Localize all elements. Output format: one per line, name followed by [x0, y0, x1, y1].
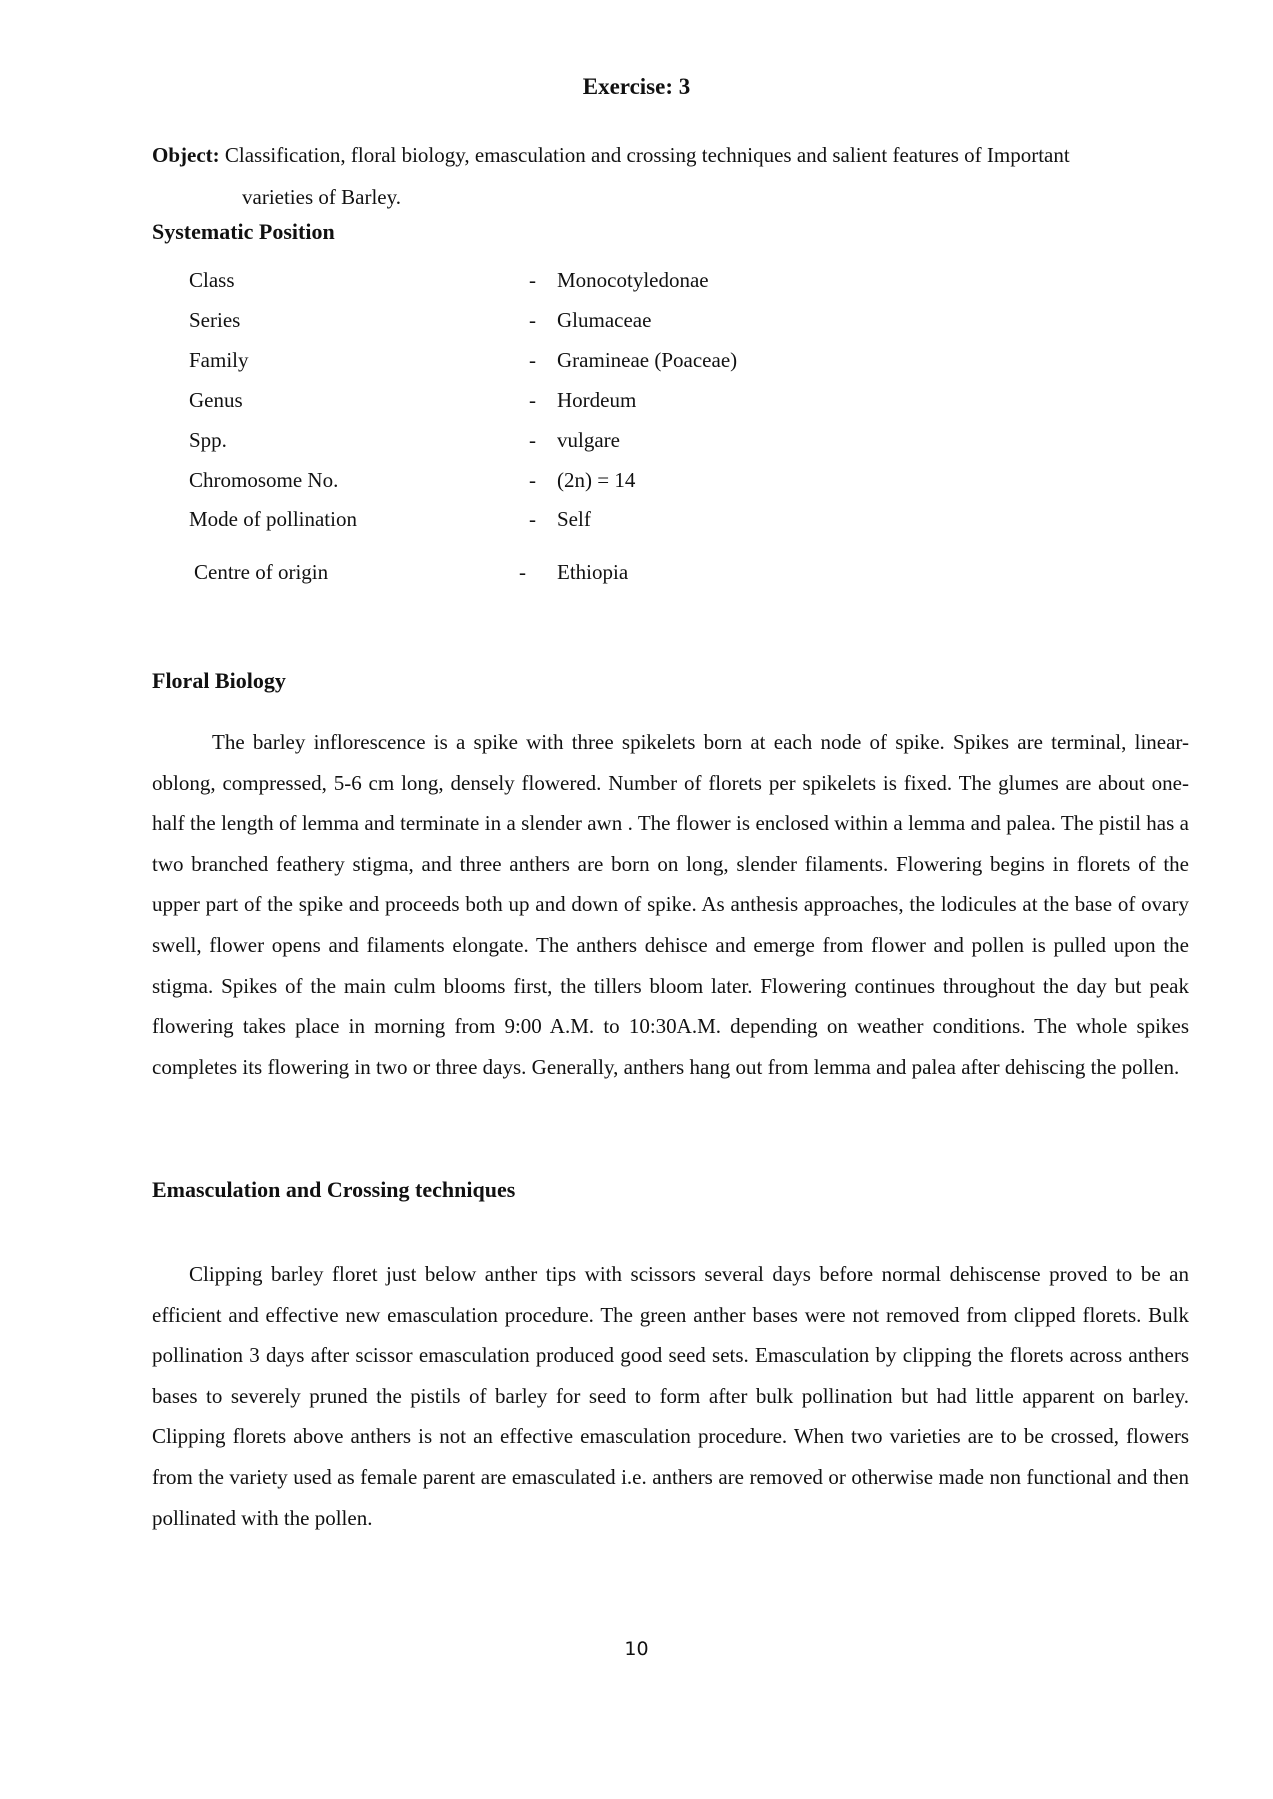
taxonomy-row-series — [189, 308, 889, 338]
taxonomy-key: Class — [189, 268, 235, 292]
taxonomy-dash: - — [529, 268, 536, 292]
taxonomy-row-genus — [189, 388, 889, 418]
object-text-line1: Classification, floral biology, emasculation and crossing techniques and salient features of Important — [219, 143, 1070, 167]
taxonomy-dash: - — [529, 468, 536, 492]
taxonomy-dash: - — [529, 428, 536, 452]
floral-biology-heading: Floral Biology — [152, 668, 286, 693]
taxonomy-value: Glumaceae — [557, 308, 652, 332]
page-title: Exercise: 3 — [582, 74, 691, 99]
taxonomy-value: Gramineae (Poaceae) — [557, 348, 738, 372]
taxonomy-value: Monocotyledonae — [557, 268, 709, 292]
taxonomy-value: (2n) = 14 — [557, 468, 636, 492]
object-statement — [152, 134, 1162, 218]
object-label: Object: — [152, 143, 220, 167]
taxonomy-row-pollination — [189, 507, 889, 537]
taxonomy-value: Hordeum — [557, 388, 637, 412]
taxonomy-key: Family — [189, 348, 249, 372]
emasculation-heading: Emasculation and Crossing techniques — [152, 1177, 516, 1202]
taxonomy-dash: - — [529, 308, 536, 332]
taxonomy-dash: - — [519, 560, 526, 584]
taxonomy-row-family — [189, 348, 889, 378]
taxonomy-dash: - — [529, 388, 536, 412]
object-text-line2: varieties of Barley. — [242, 185, 401, 209]
page-number: 10 — [624, 1638, 649, 1660]
taxonomy-row-species — [189, 428, 889, 458]
emasculation-paragraph: Clipping barley floret just below anther tips with scissors several days before normal dehiscense proved to be an efficient and effective new emasculation procedure. The green anther bases were not removed from clipped florets. Bulk pollination 3 days after scissor emasculation produced good seed sets. Emasculation by clipping the florets across anthers bases to severely pruned the pistils of barley for seed to form after bulk pollination but had little apparent on barley. Clipping florets above anthers is not an effective emasculation procedure. When two varieties are to be crossed, flowers from the variety used as female parent are emasculated i.e. anthers are removed or otherwise made non functional and then pollinated with the pollen. — [152, 1262, 1189, 1530]
taxonomy-key: Chromosome No. — [189, 468, 339, 492]
taxonomy-row-origin — [189, 560, 889, 590]
systematic-position-heading: Systematic Position — [152, 219, 335, 244]
taxonomy-value: vulgare — [557, 428, 620, 452]
taxonomy-row-chromosome — [189, 468, 889, 498]
taxonomy-key: Centre of origin — [194, 560, 329, 584]
taxonomy-value: Self — [557, 507, 591, 531]
taxonomy-dash: - — [529, 507, 536, 531]
taxonomy-key: Genus — [189, 388, 243, 412]
taxonomy-row-class — [189, 268, 889, 298]
taxonomy-key: Series — [189, 308, 241, 332]
taxonomy-dash: - — [529, 348, 536, 372]
taxonomy-value: Ethiopia — [557, 560, 629, 584]
taxonomy-key: Spp. — [189, 428, 227, 452]
floral-biology-paragraph: The barley inflorescence is a spike with three spikelets born at each node of spike. Spikes are terminal, linear-oblong, compressed, 5-6 cm long, densely flowered. Number of florets per spikelets is fixed. The glumes are about one-half the length of lemma and terminate in a slender awn . The flower is enclosed within a lemma and palea. The pistil has a two branched feathery stigma, and three anthers are born on long, slender filaments. Flowering begins in florets of the upper part of the spike and proceeds both up and down of spike. As anthesis approaches, the lodicules at the base of ovary swell, flower opens and filaments elongate. The anthers dehisce and emerge from flower and pollen is pulled upon the stigma. Spikes of the main culm blooms first, the tillers bloom later. Flowering continues throughout the day but peak flowering takes place in morning from 9:00 A.M. to 10:30A.M. depending on weather conditions. The whole spikes completes its flowering in two or three days. Generally, anthers hang out from lemma and palea after dehiscing the pollen. — [152, 730, 1189, 1079]
taxonomy-key: Mode of pollination — [189, 507, 357, 531]
